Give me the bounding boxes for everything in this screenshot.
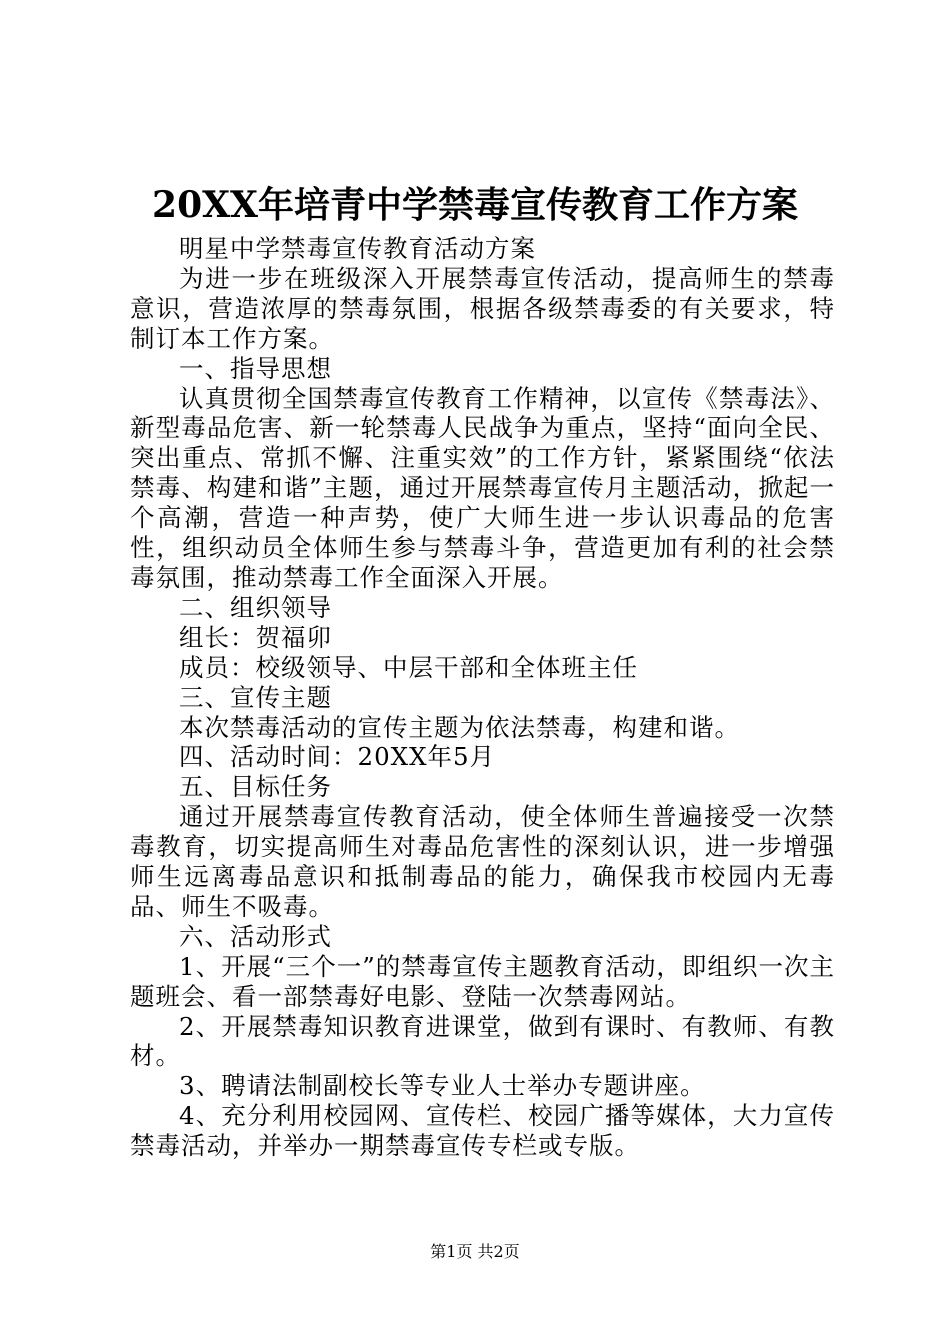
activity-form-item: 3、聘请法制副校长等专业人士举办专题讲座。 — [179, 1071, 706, 1101]
section-heading-activity-forms: 六、活动形式 — [179, 921, 332, 951]
section-heading-guiding-ideology: 一、指导思想 — [179, 353, 332, 383]
document-title: 20XX年培青中学禁毒宣传教育工作方案 — [152, 184, 798, 226]
document-subtitle: 明星中学禁毒宣传教育活动方案 — [179, 234, 536, 263]
document-body — [130, 234, 835, 1161]
guiding-ideology-paragraph: 认真贯彻全国禁毒宣传教育工作精神，以宣传《禁毒法》、新型毒品危害、新一轮禁毒人民战争为重点，坚持“面向全民、突出重点、常抓不懈、注重实效”的工作方针，紧紧围绕“依法禁毒、构建和谐”主题，通过开展禁毒宣传月主题活动，掀起一个高潮，营造一种声势，使广大师生进一步认识毒品的危害性，组织动员全体师生参与禁毒斗争，营造更加有利的社会禁毒氛围，推动禁毒工作全面深入开展。 — [130, 383, 835, 592]
page-footer: 第1页 共2页 — [430, 1242, 520, 1261]
organization-members: 成员：校级领导、中层干部和全体班主任 — [179, 652, 638, 682]
theme-paragraph: 本次禁毒活动的宣传主题为依法禁毒，构建和谐。 — [179, 712, 740, 742]
activity-form-item: 1、开展“三个一”的禁毒宣传主题教育活动，即组织一次主题班会、看一部禁毒好电影、登陆一次禁毒网站。 — [130, 951, 835, 1011]
activity-form-item: 2、开展禁毒知识教育进课堂，做到有课时、有教师、有教材。 — [130, 1011, 835, 1071]
activity-form-item: 4、充分利用校园网、宣传栏、校园广播等媒体，大力宣传禁毒活动，并举办一期禁毒宣传专栏或专版。 — [130, 1101, 835, 1161]
section-heading-theme: 三、宣传主题 — [179, 682, 332, 712]
section-heading-goals: 五、目标任务 — [179, 772, 332, 802]
intro-paragraph: 为进一步在班级深入开展禁毒宣传活动，提高师生的禁毒意识，营造浓厚的禁毒氛围，根据各级禁毒委的有关要求，特制订本工作方案。 — [130, 263, 835, 353]
goals-paragraph: 通过开展禁毒宣传教育活动，使全体师生普遍接受一次禁毒教育，切实提高师生对毒品危害性的深刻认识，进一步增强师生远离毒品意识和抵制毒品的能力，确保我市校园内无毒品、师生不吸毒。 — [130, 802, 835, 921]
section-heading-organization: 二、组织领导 — [179, 592, 332, 622]
organization-leader: 组长：贺福卯 — [179, 622, 332, 652]
section-heading-activity-time: 四、活动时间：20XX年5月 — [179, 742, 496, 772]
